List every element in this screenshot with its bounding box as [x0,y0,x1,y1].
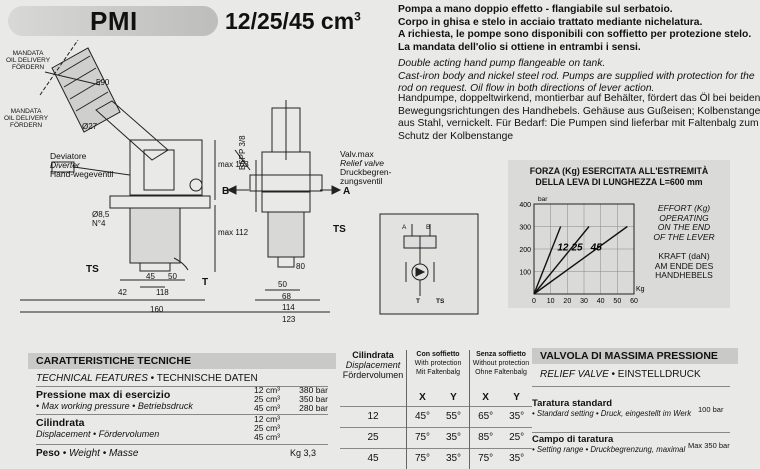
pump-cylinder [130,208,180,263]
displacement-sublabel: Displacement • Fördervolumen [36,429,160,439]
y-tick-label: 100 [519,269,531,277]
dim-holes: Ø8,5 N°4 [92,210,110,228]
range-sub: • Setting range • Druckbegrenzung, maximal [532,445,686,454]
angle-table: Cilindrata Displacement Fördervolumen Con soffietto With protection Mit Faltenbalg Senza soffietto Without protection Ohne Faltenbalg X Y X Y 12 45° 55° 65° 35° 25 75° 35° 85° 25° 45 75° 35° 75° 35° [340,350,532,469]
weight-value: Kg 3,3 [290,448,317,458]
dim-50-side: 50 [168,272,177,281]
dim-45: 45 [146,272,155,281]
range-label: Campo di taratura [532,434,614,445]
pressure-sublabel: • Max working pressure • Betriebsdruck [36,401,193,411]
std-setting-value: 100 bar [698,405,724,414]
description-english: Double acting hand pump flangeable on tank. Cast-iron body and nickel steel rod. Pumps are supplied with protection for the rod on request. Oil flow in both directions of lever action. [398,58,755,94]
dim-114: 114 [282,303,295,312]
port-b: B [222,186,230,197]
std-setting-label: Taratura standard [532,398,613,409]
description-italian: Pompa a mano doppio effetto - flangiabile sul serbatoio. Corpo in ghisa e stelo in acciaio trattato mediante nichelatura. A richiesta, le pompe sono disponibili con soffietto per protezione stelo. La mandata dell'olio si ottiene in entrambi i sensi. [398,4,752,53]
schematic-ts: TS [436,298,445,305]
graph-side-de: KRAFT (daN) AM ENDE DES HANDHEBELS [654,251,714,280]
dim-590: 590 [96,78,110,87]
y-tick-label: 400 [519,202,531,209]
table-row: 25 75° 35° 85° 25° [340,427,532,448]
dim-max-163: max 163 [218,160,249,169]
header-with-protection: Con soffietto With protection Mit Faltenbalg [407,350,470,390]
schematic-t: T [416,298,420,305]
schematic-a: A [402,224,407,231]
table-row: 12 45° 55° 65° 35° [340,406,532,427]
header-without-protection: Senza soffietto Without protection Ohne Faltenbalg [472,351,530,376]
displacement-label: Cilindrata [36,417,85,429]
mandata-left-label: MANDATA OIL DELIVERY FÖRDERN [6,50,51,71]
x-tick-label: 30 [580,298,588,305]
diverter-label: Deviatore Diverter Hand-wegeventil [50,151,114,179]
dim-68: 68 [282,292,291,301]
dim-max-112: max 112 [218,228,249,237]
series-label-12: 12 [557,242,569,254]
x-tick-label: 20 [563,298,572,305]
mandata-right-label: MANDATA OIL DELIVERY FÖRDERN [4,108,49,129]
model-name: PMI [90,6,138,36]
y-axis-label: bar [538,196,548,203]
dim-160: 160 [150,305,164,314]
pressure-sizes: 12 cm³ 25 cm³ 45 cm³ [254,385,280,413]
pump-flange [110,196,210,208]
port-t-side: T [202,277,209,288]
port-ts-side: TS [86,264,99,275]
tech-header: CARATTERISTICHE TECNICHE [28,353,336,369]
relief-valve-label: Valv.max Relief valve Druckbegren- zungsventil [340,149,392,186]
graph-title: FORZA (Kg) ESERCITATA ALL'ESTREMITÀ DELLA LEVA DI LUNGHEZZA L=600 mm [529,166,709,187]
schematic-b: B [426,224,431,231]
range-value: Max 350 bar [688,441,730,450]
port-a: A [343,186,351,197]
displacement-sizes: 12 cm³ 25 cm³ 45 cm³ [254,414,280,442]
valve-subheader: RELIEF VALVE • EINSTELLDRUCK [540,369,701,380]
dim-diameter-27: Ø27 [82,122,98,131]
y-tick-label: 200 [519,247,531,254]
table-row: 45 75° 35° 75° 35° [340,448,532,469]
pressure-label: Pressione max di esercizio [36,389,171,401]
model-sizes: 12/25/45 $cm^3$ [225,8,361,34]
series-label-25: 25 [571,242,583,254]
x-tick-label: 10 [546,298,555,305]
std-setting-sub: • Standard setting • Druck, eingestellt im Werk [532,409,692,418]
weight-row: Peso • Weight • Masse [36,448,139,459]
x-axis-label: Kg [636,286,645,293]
x-tick-label: 60 [630,298,638,305]
x-tick-label: 50 [613,298,622,305]
series-label-45: 45 [590,242,602,254]
dim-bspp: BSPP 3/8 [238,135,247,170]
port-ts-front: TS [333,224,346,235]
dim-123: 123 [282,315,296,324]
valve-header: VALVOLA DI MASSIMA PRESSIONE [532,348,738,364]
tech-subheader: TECHNICAL FEATURES • TECHNISCHE DATEN [36,373,258,384]
y-tick-label: 300 [519,224,531,232]
graph-side-en: EFFORT (Kg) OPERATING ON THE END OF THE LEVER [653,203,715,242]
pressure-values: 380 bar 350 bar 280 bar [299,385,328,413]
force-chart [508,192,645,308]
description-german: Handpumpe, doppeltwirkend, montierbar auf Behälter, fördert das Öl bei beiden Bewegungsrichtungen des Handhebels. Gehäuse aus Gußeisen; Kolbenstange aus Stahl, vernickelt. Für Bedarf: Die Pumpen sind lieferbar mit Faltenbalg zum Schutz der Kolbenstange [398,93,760,142]
x-tick-label: 40 [596,298,605,305]
dim-50-front: 50 [278,280,287,289]
lever-bellows [52,48,120,132]
x-tick-label: 0 [532,298,536,305]
dim-42: 42 [118,288,127,297]
dim-80: 80 [296,262,305,271]
header-cilindrata: Cilindrata Displacement Fördervolumen [340,350,407,390]
dim-118: 118 [156,288,169,297]
